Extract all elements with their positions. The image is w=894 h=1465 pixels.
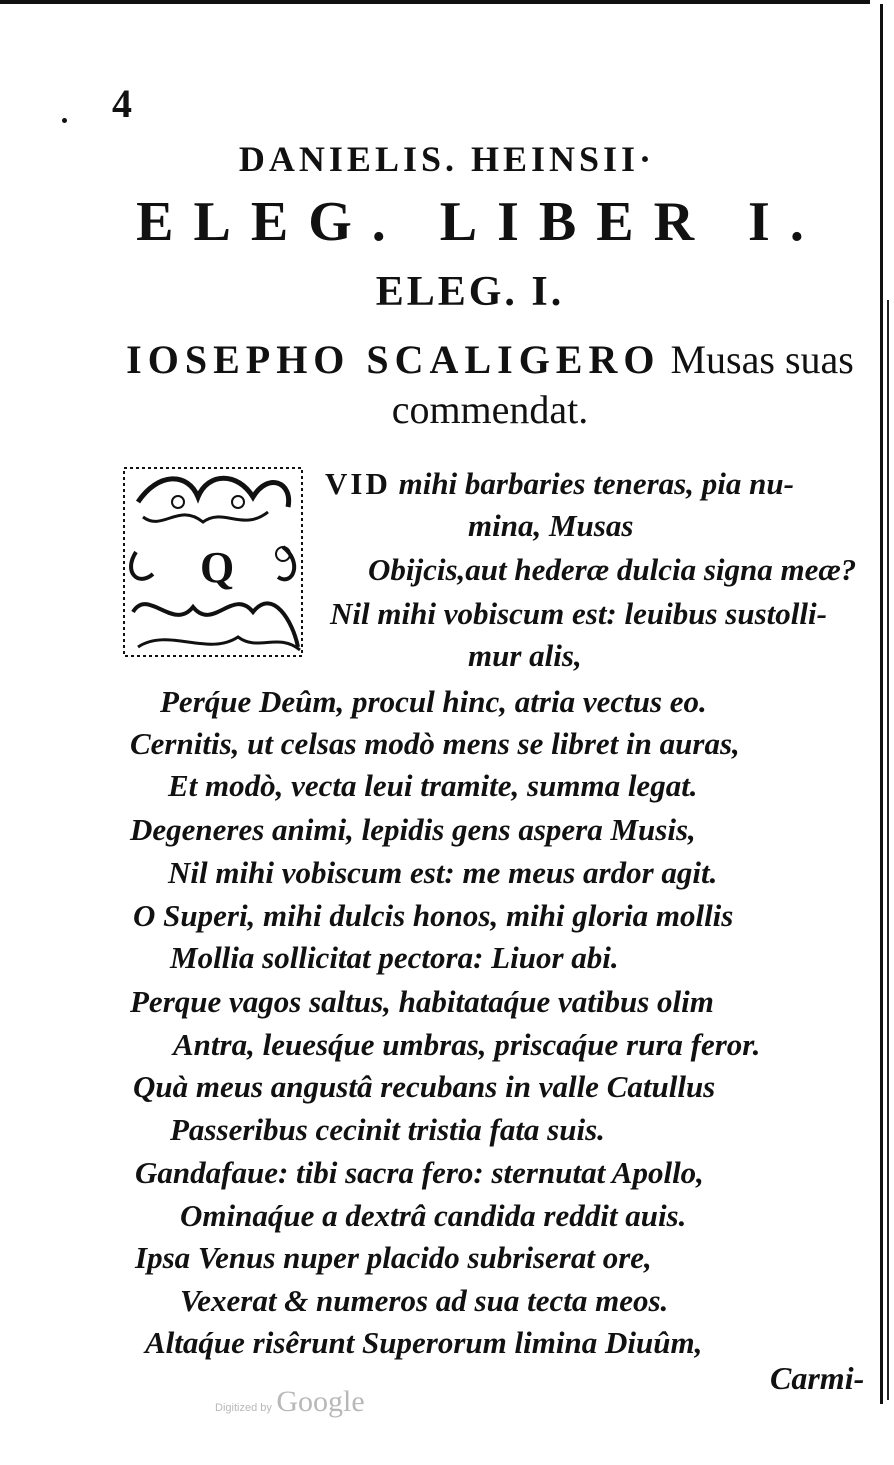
dedicatee-name: IOSEPHO SCALIGERO xyxy=(126,337,661,382)
watermark-prefix: Digitized by xyxy=(215,1402,272,1414)
decorated-initial-ornament-icon xyxy=(118,462,308,662)
initial-letter: Q xyxy=(200,543,235,592)
top-border-rule xyxy=(0,0,870,4)
verse-line-5: mur alis, xyxy=(468,638,582,673)
google-logo: Google xyxy=(276,1385,365,1418)
right-edge-shadow xyxy=(887,300,889,1400)
verse-line-21: Altaq́ue risêrunt Superorum limina Diuûm, xyxy=(145,1325,703,1360)
verse-line-1 xyxy=(325,466,794,502)
verse-line-15: Quà meus angustâ recubans in valle Catullus xyxy=(133,1069,716,1104)
verse-line-16: Passeribus cecinit tristia fata suis. xyxy=(170,1112,605,1147)
verse-line-12: Mollia sollicitat pectora: Liuor abi. xyxy=(170,940,619,975)
verse-line-2: mina, Musas xyxy=(468,508,634,543)
verse-line-10: Nil mihi vobiscum est: me meus ardor agit. xyxy=(168,855,718,890)
verse-line-3: Obijcis,aut hederæ dulcia signa meæ? xyxy=(368,552,857,587)
verse-line-6: Perq́ue Deûm, procul hinc, atria vectus eo. xyxy=(160,684,707,719)
print-speck xyxy=(62,118,67,123)
running-head: DANIELIS. HEINSII· xyxy=(238,139,656,179)
catchword: Carmi- xyxy=(770,1360,865,1396)
verse-line-9: Degeneres animi, lepidis gens aspera Musis, xyxy=(130,812,696,847)
verse-line-1-cap: VID xyxy=(325,466,391,501)
verse-line-4: Nil mihi vobiscum est: leuibus sustolli- xyxy=(330,596,827,631)
dedication-rest: Musas suas xyxy=(670,337,854,382)
digitized-watermark xyxy=(215,1385,365,1419)
verse-line-14: Antra, leuesq́ue umbras, priscaq́ue rura feror. xyxy=(173,1027,761,1062)
elegy-title: ELEG. I. xyxy=(375,269,565,315)
verse-line-19: Ipsa Venus nuper placido subriserat ore, xyxy=(135,1240,652,1275)
verse-line-8: Et modò, vecta leui tramite, summa legat. xyxy=(168,768,698,803)
page-number: 4 xyxy=(112,81,132,126)
verse-line-7: Cernitis, ut celsas modò mens se libret in auras, xyxy=(130,726,740,761)
verse-line-20: Vexerat & numeros ad sua tecta meos. xyxy=(180,1283,669,1318)
dedication-line-2: commendat. xyxy=(391,387,589,432)
verse-line-1-text: mihi barbaries teneras, pia nu- xyxy=(390,466,794,501)
verse-line-18: Ominaq́ue a dextrâ candida reddit auis. xyxy=(180,1198,687,1233)
verse-line-11: O Superi, mihi dulcis honos, mihi gloria mollis xyxy=(133,898,734,933)
verse-line-17: Gandafaue: tibi sacra fero: sternutat Apollo, xyxy=(135,1155,704,1190)
book-title: ELEG. LIBER I. xyxy=(136,191,824,253)
dedication xyxy=(120,335,860,435)
verse-line-13: Perque vagos saltus, habitataq́ue vatibus olim xyxy=(130,984,714,1019)
